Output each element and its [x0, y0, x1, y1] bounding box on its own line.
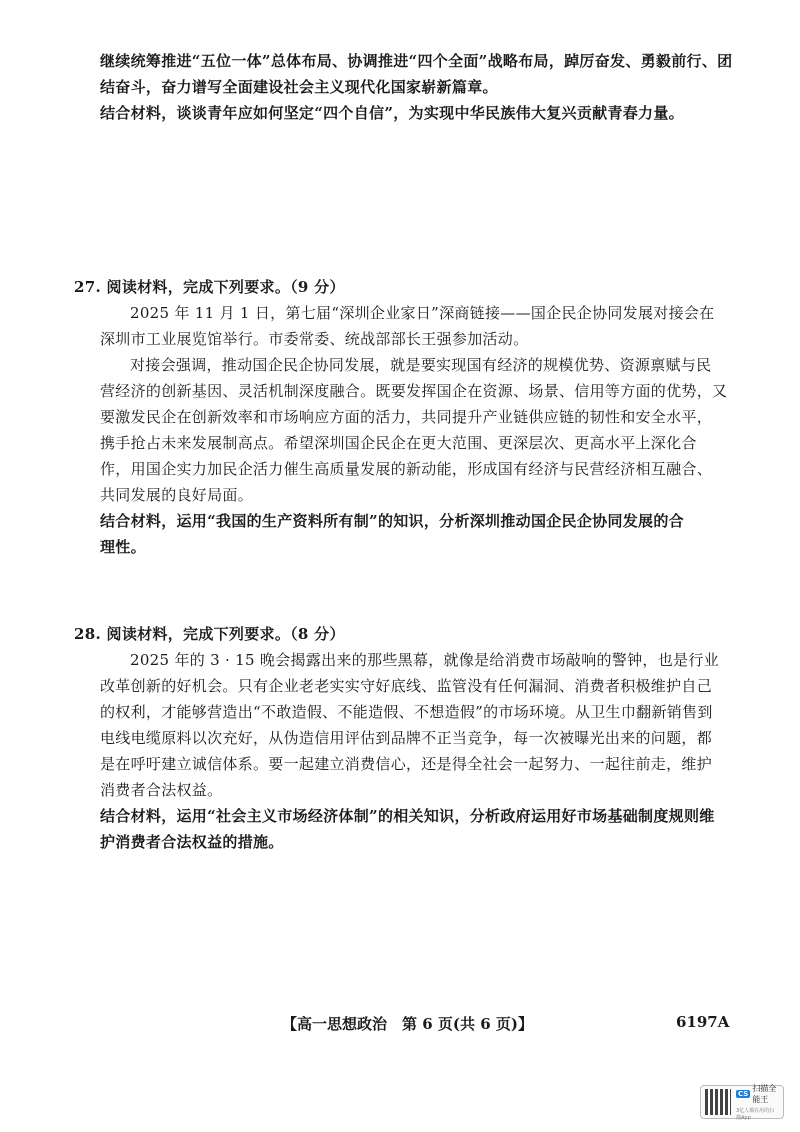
camscanner-logo-icon: CS [738, 1090, 749, 1098]
page-footer-label: 【高一思想政治 第 6 页(共 6 页)】 [282, 1015, 533, 1033]
q27-para2-line-1: 对接会强调，推动国企民企协同发展，就是要实现国有经济的规模优势、资源禀赋与民 [130, 356, 712, 374]
q28-para-line-4: 电线电缆原料以次充好，从伪造信用评估到品牌不正当竞争，每一次被曝光出来的问题，都 [100, 729, 713, 747]
q27-para1-line-2: 深圳市工业展览馆举行。市委常委、统战部部长王强参加活动。 [100, 330, 529, 348]
q28-para-line-2: 改革创新的好机会。只有企业老老实实守好底线、监管没有任何漏洞、消费者积极维护自己 [100, 677, 713, 695]
q27-para2-line-3: 要激发民企在创新效率和市场响应方面的活力，共同提升产业链供应链的韧性和安全水平， [100, 408, 713, 426]
q28-para-line-1: 2025 年的 3 · 15 晚会揭露出来的那些黑幕，就像是给消费市场敲响的警钟，也是行业 [130, 651, 719, 669]
q27-para1-line-1: 2025 年 11 月 1 日，第七届“深圳企业家日”深商链接——国企民企协同发展对接会在 [130, 304, 715, 322]
exam-code: 6197A [676, 1013, 730, 1031]
q27-question-line-2: 理性。 [100, 538, 146, 556]
badge-title: 扫描全能王 [752, 1084, 777, 1104]
intro-line-2: 结奋斗，奋力谱写全面建设社会主义现代化国家崭新篇章。 [100, 78, 498, 96]
q28-question-line-2: 护消费者合法权益的措施。 [100, 833, 284, 851]
q28-question-line-1: 结合材料，运用“社会主义市场经济体制”的相关知识，分析政府运用好市场基础制度规则维 [100, 807, 715, 825]
q27-para2-line-2: 营经济的创新基因、灵活机制深度融合。既要发挥国企在资源、场景、信用等方面的优势，又 [100, 382, 728, 400]
q27-question-line-1: 结合材料，运用“我国的生产资料所有制”的知识，分析深圳推动国企民企协同发展的合 [100, 512, 684, 530]
intro-question: 结合材料，谈谈青年应如何坚定“四个自信”，为实现中华民族伟大复兴贡献青春力量。 [100, 104, 684, 122]
scanner-watermark-badge [700, 1085, 784, 1119]
q27-heading: 27. 阅读材料，完成下列要求。（9 分） [74, 278, 345, 296]
qr-code-icon [705, 1089, 731, 1115]
q28-heading: 28. 阅读材料，完成下列要求。（8 分） [74, 625, 345, 643]
q27-para2-line-5: 作，用国企实力加民企活力催生高质量发展的新动能，形成国有经济与民营经济相互融合、 [100, 460, 713, 478]
q27-para2-line-6: 共同发展的良好局面。 [100, 486, 254, 504]
q28-para-line-5: 是在呼吁建立诚信体系。要一起建立消费信心，还是得全社会一起努力、一起往前走，维护 [100, 755, 713, 773]
q28-para-line-6: 消费者合法权益。 [100, 781, 223, 799]
q28-para-line-3: 的权利，才能够营造出“不敢造假、不能造假、不想造假”的市场环境。从卫生巾翻新销售到 [100, 703, 713, 721]
q27-para2-line-4: 携手抢占未来发展制高点。希望深圳国企民企在更大范围、更深层次、更高水平上深化合 [100, 434, 697, 452]
intro-line-1: 继续统筹推进“五位一体”总体布局、协调推进“四个全面”战略布局，踔厉奋发、勇毅前行、团 [100, 52, 733, 70]
badge-subtitle: 3亿人都在用的扫描App [736, 1108, 775, 1121]
